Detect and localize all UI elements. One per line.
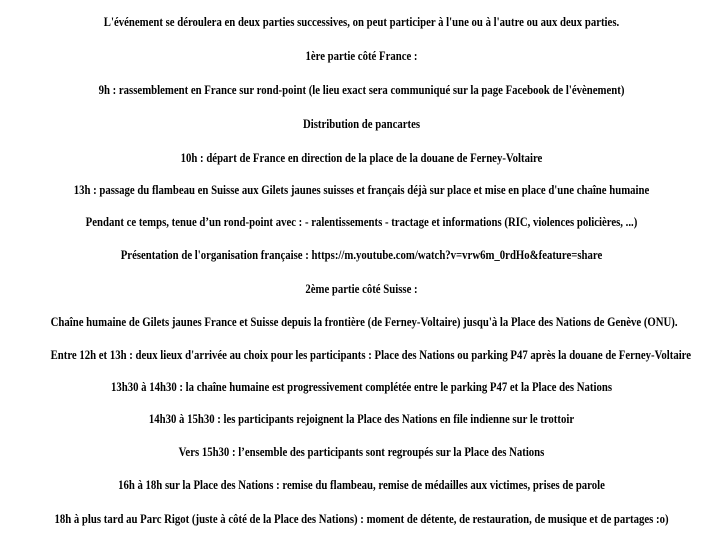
human-chain-line: Chaîne humaine de Gilets jaunes France et Suisse depuis la frontière (de Ferney-Voltaire) jusqu'à la Place des Nations de Genève (ONU). [50,315,678,329]
schedule-line-9h: 9h : rassemblement en France sur rond-point (le lieu exact sera communiqué sur la page Facebook de l'évènement) [98,83,625,97]
schedule-line-13h: 13h : passage du flambeau en Suisse aux Gilets jaunes suisses et français déjà sur place et mise en place d'une chaîne humaine [73,183,650,197]
schedule-line-14h30: 14h30 à 15h30 : les participants rejoignent la Place des Nations en file indienne sur le trottoir [148,412,575,426]
intro-text: L'événement se déroulera en deux parties successives, on peut participer à l'une ou à l'autre ou aux deux parties. [103,15,620,29]
schedule-line-13h30: 13h30 à 14h30 : la chaîne humaine est progressivement complétée entre le parking P47 et la Place des Nations [110,380,613,394]
presentation-link-line: Présentation de l'organisation française : https://m.youtube.com/watch?v=vrw6m_0rdHo&feature=share [120,248,603,262]
schedule-line-signs: Distribution de pancartes [302,117,421,131]
part-one-heading: 1ère partie côté France : [305,49,418,63]
schedule-line-roundabout: Pendant ce temps, tenue d’un rond-point avec : - ralentissements - tractage et informations (RIC, violences policières, ...) [85,215,638,229]
part-two-heading: 2ème partie côté Suisse : [305,282,418,296]
schedule-line-15h30: Vers 15h30 : l’ensemble des participants sont regroupés sur la Place des Nations [178,445,545,459]
schedule-line-10h: 10h : départ de France en direction de la place de la douane de Ferney-Voltaire [180,151,543,165]
schedule-line-18h: 18h à plus tard au Parc Rigot (juste à côté de la Place des Nations) : moment de détente, de restauration, de musique et de partages :o) [54,512,669,526]
schedule-line-16h-18h: 16h à 18h sur la Place des Nations : remise du flambeau, remise de médailles aux victimes, prises de parole [118,478,605,492]
schedule-line-12h-13h: Entre 12h et 13h : deux lieux d'arrivée au choix pour les participants : Place des Nations ou parking P47 après la douane de Ferney-Voltaire [50,348,692,362]
